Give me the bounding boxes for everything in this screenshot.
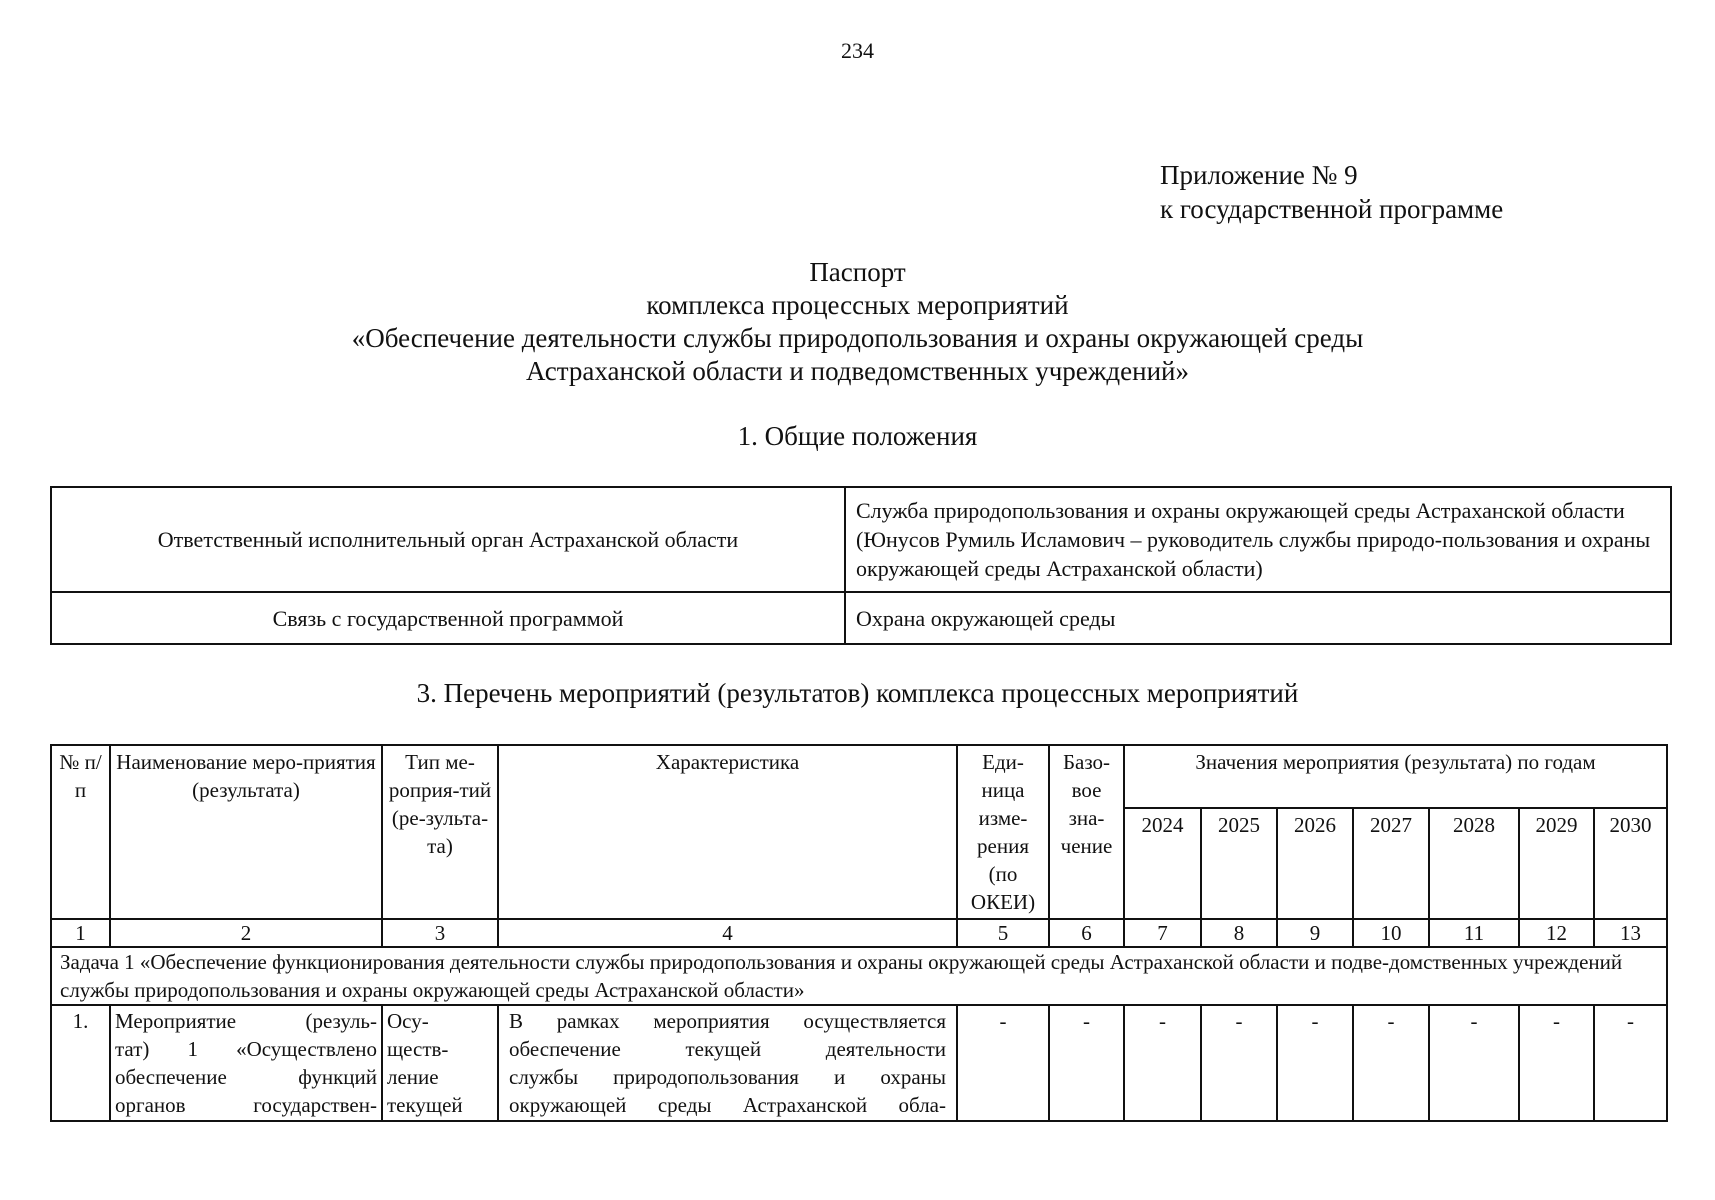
title-line-1: Паспорт	[809, 257, 906, 287]
year-header: 2026	[1277, 808, 1353, 919]
event-characteristic-line: обеспечение текущей деятельности	[509, 1037, 946, 1061]
general-provisions-table	[50, 486, 1672, 645]
col-header-name: Наименование меро-приятия (результата)	[110, 745, 382, 919]
table-row	[51, 487, 1671, 592]
year-value: -	[1353, 1005, 1429, 1121]
column-numbers-row	[51, 919, 1667, 947]
year-value: -	[1429, 1005, 1519, 1121]
column-number: 9	[1277, 919, 1353, 947]
appendix-note	[1160, 158, 1503, 226]
col-header-base: Базо-вое зна-чение	[1049, 745, 1124, 919]
responsible-body-value: Служба природопользования и охраны окружающей среды Астраханской области (Юнусов Румиль Исламович – руководитель службы природо-пользования и охраны окружающей среды Астраханской области)	[845, 487, 1671, 592]
unit-value: -	[957, 1005, 1049, 1121]
section-1-title: 1. Общие положения	[737, 421, 978, 451]
event-type-line: ществ-	[387, 1037, 449, 1061]
year-value: -	[1519, 1005, 1594, 1121]
event-name	[110, 1005, 382, 1121]
year-header: 2025	[1201, 808, 1277, 919]
event-characteristic-line: службы природопользования и охраны	[509, 1065, 946, 1089]
event-characteristic-line: окружающей среды Астраханской обла-	[509, 1093, 946, 1117]
event-name-line: тат) 1 «Осуществлено	[115, 1037, 377, 1061]
column-number: 6	[1049, 919, 1124, 947]
year-value: -	[1124, 1005, 1201, 1121]
title-line-2: комплекса процессных мероприятий	[646, 290, 1069, 320]
appendix-line-1: Приложение № 9	[1160, 160, 1358, 190]
table-row	[51, 1005, 1667, 1121]
event-type-line: текущей	[387, 1093, 463, 1117]
title-line-3: «Обеспечение деятельности службы природопользования и охраны окружающей среды	[351, 323, 1364, 353]
appendix-line-2: к государственной программе	[1160, 194, 1504, 224]
column-number: 11	[1429, 919, 1519, 947]
document-title	[0, 256, 1715, 388]
column-number: 12	[1519, 919, 1594, 947]
column-number: 13	[1594, 919, 1667, 947]
column-number: 8	[1201, 919, 1277, 947]
task-row	[51, 947, 1667, 1005]
col-header-num: № п/п	[51, 745, 110, 919]
col-header-values-by-year: Значения мероприятия (результата) по годам	[1124, 745, 1667, 808]
year-header: 2027	[1353, 808, 1429, 919]
column-number: 5	[957, 919, 1049, 947]
page-number: 234	[841, 38, 874, 63]
event-characteristic-line: В рамках мероприятия осуществляется	[509, 1009, 946, 1033]
event-type	[382, 1005, 498, 1121]
row-number: 1.	[51, 1005, 110, 1121]
base-value: -	[1049, 1005, 1124, 1121]
year-header: 2024	[1124, 808, 1201, 919]
program-link-value: Охрана окружающей среды	[845, 592, 1671, 644]
column-number: 4	[498, 919, 957, 947]
year-header: 2029	[1519, 808, 1594, 919]
header-row-1	[51, 745, 1667, 808]
title-line-4: Астраханской области и подведомственных учреждений»	[525, 356, 1189, 386]
year-header: 2028	[1429, 808, 1519, 919]
event-name-line: Мероприятие (резуль-	[115, 1009, 377, 1033]
events-table	[50, 744, 1668, 1122]
event-name-line: органов государствен-	[115, 1093, 377, 1117]
year-value: -	[1594, 1005, 1667, 1121]
col-header-characteristic: Характеристика	[498, 745, 957, 919]
column-number: 7	[1124, 919, 1201, 947]
section-3-title: 3. Перечень мероприятий (результатов) комплекса процессных мероприятий	[416, 678, 1299, 708]
column-number: 2	[110, 919, 382, 947]
event-type-line: Осу-	[387, 1009, 429, 1033]
year-value: -	[1201, 1005, 1277, 1121]
program-link-label: Связь с государственной программой	[51, 592, 845, 644]
column-number: 1	[51, 919, 110, 947]
column-number: 10	[1353, 919, 1429, 947]
year-header: 2030	[1594, 808, 1667, 919]
responsible-body-label: Ответственный исполнительный орган Астраханской области	[51, 487, 845, 592]
col-header-type: Тип ме-роприя-тий (ре-зульта-та)	[382, 745, 498, 919]
table-row	[51, 592, 1671, 644]
task-1-text: Задача 1 «Обеспечение функционирования деятельности службы природопользования и охраны окружающей среды Астраханской области и подве-домственных учреждений службы природопользования и охраны окружающей среды Астраханской области»	[51, 947, 1667, 1005]
col-header-unit: Еди-ница изме-рения (по ОКЕИ)	[957, 745, 1049, 919]
year-value: -	[1277, 1005, 1353, 1121]
event-characteristic	[498, 1005, 957, 1121]
event-type-line: ление	[387, 1065, 439, 1089]
event-name-line: обеспечение функций	[115, 1065, 377, 1089]
column-number: 3	[382, 919, 498, 947]
